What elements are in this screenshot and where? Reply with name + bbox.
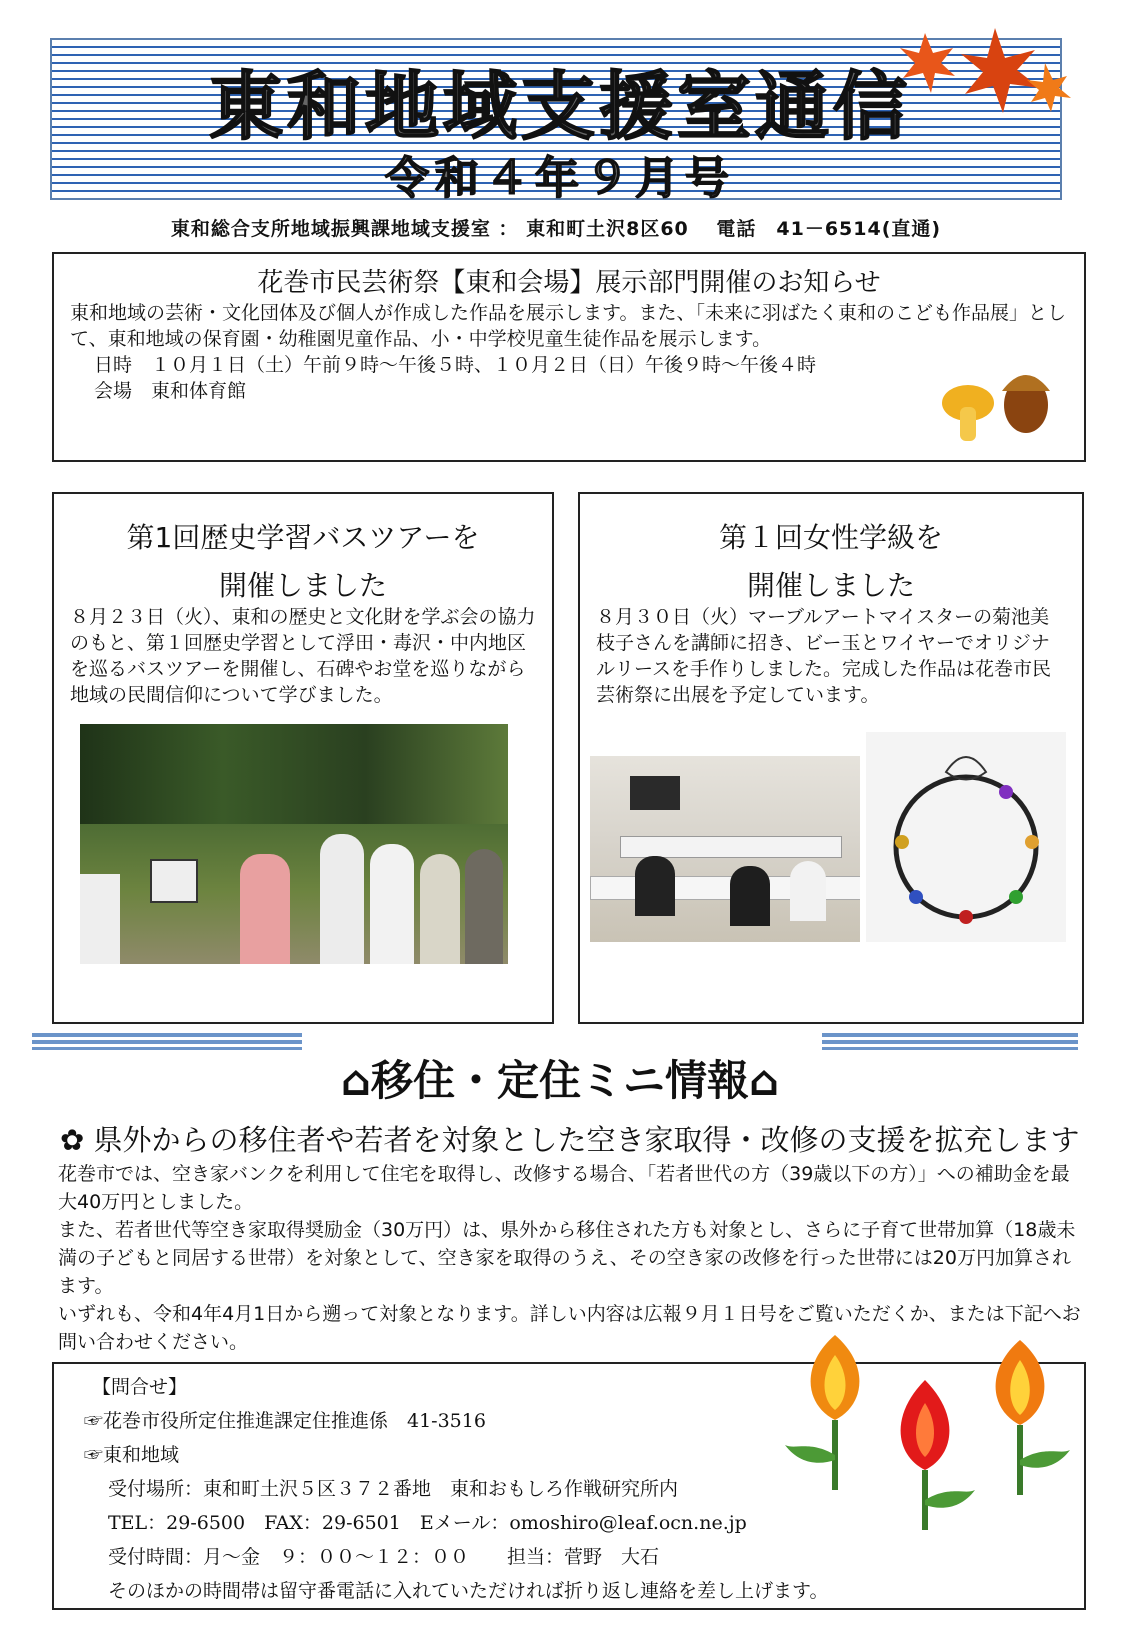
reception-place: 受付場所：東和町土沢５区３７２番地 東和おもしろ作戦研究所内 [108, 1478, 679, 1500]
bus-tour-body: ８月２３日（火）、東和の歴史と文化財を学ぶ会の協力のもと、第１回歴史学習として浮田・毒沢・中内地区を巡るバスツアーを開催し、石碑やお堂を巡りながら地域の民間信仰について学びました。 [70, 606, 536, 706]
festival-heading: 花巻市民芸術祭【東和会場】展示部門開催のお知らせ [257, 268, 881, 298]
migration-section-title: ⌂移住・定住ミニ情報⌂ [340, 1056, 780, 1105]
inquiry-label: 【問合せ】 [92, 1376, 188, 1398]
migration-paragraph-3: いずれも、令和4年4月1日から遡って対象となります。詳しい内容は広報９月１日号をご覧いただくか、または下記へお問い合わせください。 [58, 1303, 1081, 1353]
maple-leaf-icon [895, 18, 1075, 128]
mushroom-acorn-icon [940, 355, 1060, 455]
reception-hours: 受付時間：月～金 ９：００～１２：００ 担当：菅野 大石 [108, 1546, 660, 1568]
classroom-photo [590, 756, 860, 942]
divider-band-right [822, 1030, 1078, 1050]
flower-icon: ✿ [60, 1123, 85, 1157]
contact-phones: TEL：29-6500 FAX：29-6501 Eメール：omoshiro@leaf.ocn.ne.jp [108, 1512, 747, 1534]
festival-venue: 会場 東和体育館 [94, 380, 247, 402]
migration-paragraph-1: 花巻市では、空き家バンクを利用して住宅を取得し、改修する場合、「若者世代の方（39歳以下の方）」への補助金を最大40万円としました。 [58, 1163, 1070, 1213]
womens-class-body: ８月３０日（火）マーブルアートマイスターの菊池美枝子さんを講師に招き、ビー玉とワイヤーでオリジナルリースを手作りしました。完成した作品は花巻市民芸術祭に出展を予定しています。 [596, 606, 1052, 706]
bus-tour-heading-2: 開催しました [218, 569, 387, 602]
womens-class-heading-1: 第１回女性学級を [718, 521, 943, 554]
inquiry-line-1: ☞花巻市役所定住推進課定住推進係 41-3516 [84, 1410, 486, 1432]
contact-line: 東和総合支所地域振興課地域支援室 ： 東和町土沢8区60 電話 41－6514(直通) [170, 218, 942, 240]
festival-date: 日時 １０月１日（土）午前９時～午後５時、１０月２日（日）午後９時～午後４時 [94, 354, 817, 376]
inquiry-line-2: ☞東和地域 [84, 1444, 180, 1466]
womens-class-article [578, 492, 1084, 1024]
mushroom-icon [942, 385, 994, 441]
bus-tour-photo [80, 724, 508, 964]
bus-tour-article [52, 492, 554, 1024]
migration-headline: ✿ 県外からの移住者や若者を対象とした空き家取得・改修の支援を拡充します [60, 1123, 1080, 1157]
festival-notice [52, 252, 1086, 462]
house-icon: ⌂ [340, 1056, 371, 1105]
wreath-photo [866, 732, 1066, 942]
after-hours-note: そのほかの時間帯は留守番電話に入れていただければ折り返し連絡を差し上げます。 [108, 1580, 829, 1602]
festival-body: 東和地域の芸術・文化団体及び個人が作成した作品を展示します。また、「未来に羽ばたく東和のこども作品展」として、東和地域の保育園・幼稚園児童作品、小・中学校児童生徒作品を展示します。 [70, 302, 1066, 350]
divider-band-left [32, 1030, 302, 1050]
womens-class-heading-2: 開催しました [746, 569, 915, 602]
house-icon: ⌂ [749, 1056, 780, 1105]
acorn-icon [1002, 375, 1050, 433]
newsletter-title: 東和地域支援室通信 [209, 64, 911, 150]
bus-tour-heading-1: 第1回歴史学習バスツアーを [126, 521, 480, 554]
celosia-flower-icon [780, 1325, 1080, 1535]
migration-paragraph-2: また、若者世代等空き家取得奨励金（30万円）は、県外から移住された方も対象とし、さらに子育て世帯加算（18歳未満の子どもと同居する世帯）を対象として、空き家を取得のうえ、その空き家の改修を行った世帯には20万円加算されます。 [58, 1219, 1076, 1297]
issue-label: 令和４年９月号 [385, 153, 735, 204]
